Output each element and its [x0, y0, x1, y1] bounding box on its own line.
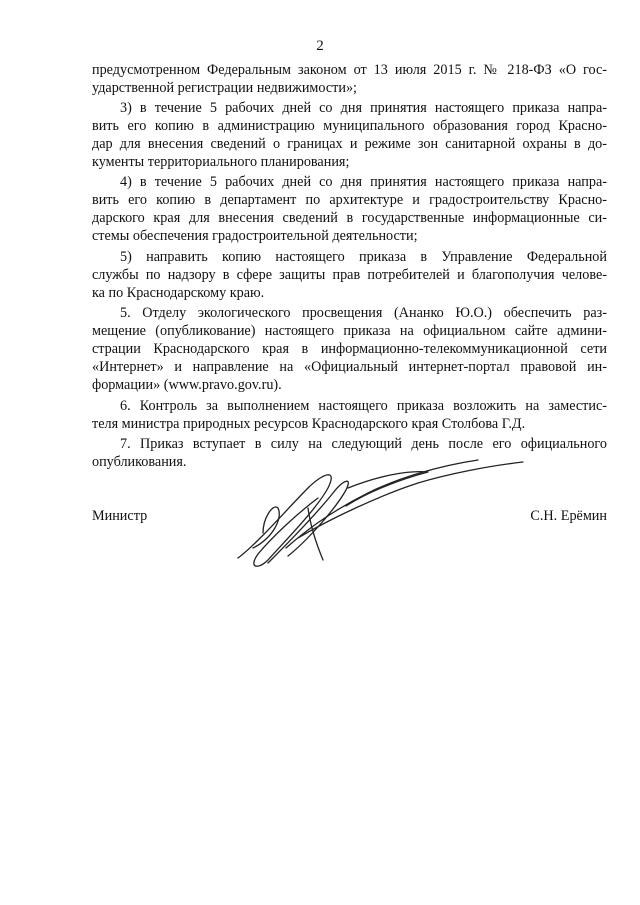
text-line: дарского края для внесения сведений в государственные информационные си-	[92, 210, 607, 226]
text-line: теля министра природных ресурсов Краснодарского края Столбова Г.Д.	[92, 416, 526, 432]
signatory-name: С.Н. Ерёмин	[530, 508, 607, 524]
text-line: службы по надзору в сфере защиты прав потребителей и благополучия челове-	[92, 267, 607, 283]
page-number: 2	[316, 38, 324, 54]
text-line: вить его копию в департамент по архитектуре и градостроительству Красно-	[92, 192, 607, 208]
text-line: 6. Контроль за выполнением настоящего приказа возложить на заместис-	[120, 398, 607, 414]
text-line: предусмотренном Федеральным законом от 13 июля 2015 г. № 218-ФЗ «О гос-	[92, 62, 607, 78]
text-line: 7. Приказ вступает в силу на следующий день после его официального	[120, 436, 607, 452]
text-line: 4) в течение 5 рабочих дней со дня принятия настоящего приказа напра-	[120, 174, 607, 190]
signatory-position: Министр	[92, 508, 148, 524]
text-line: «Интернет» и направление на «Официальный интернет-портал правовой ин-	[92, 359, 607, 375]
text-line: 5) направить копию настоящего приказа в Управление Федеральной	[120, 249, 607, 265]
text-line: страции Краснодарского края в информационно-телекоммуникационной сети	[92, 341, 607, 357]
text-line: ка по Краснодарскому краю.	[92, 285, 265, 301]
text-line: ударственной регистрации недвижимости»;	[92, 80, 357, 96]
text-line: кументы территориального планирования;	[92, 154, 350, 170]
text-line: 3) в течение 5 рабочих дней со дня принятия настоящего приказа напра-	[120, 100, 607, 116]
text-line: формации» (www.pravo.gov.ru).	[92, 377, 282, 393]
text-line: мещение (опубликование) настоящего приказа на официальном сайте админи-	[92, 323, 607, 339]
text-line: вить его копию в администрацию муниципального образования город Красно-	[92, 118, 607, 134]
text-line: стемы обеспечения градостроительной деятельности;	[92, 228, 418, 244]
text-line: 5. Отделу экологического просвещения (Ананко Ю.О.) обеспечить раз-	[120, 305, 607, 321]
text-line: опубликования.	[92, 454, 187, 470]
text-line: дар для внесения сведений о границах и режиме зон санитарной охраны в до-	[92, 136, 607, 152]
handwritten-signature-icon	[228, 448, 528, 578]
